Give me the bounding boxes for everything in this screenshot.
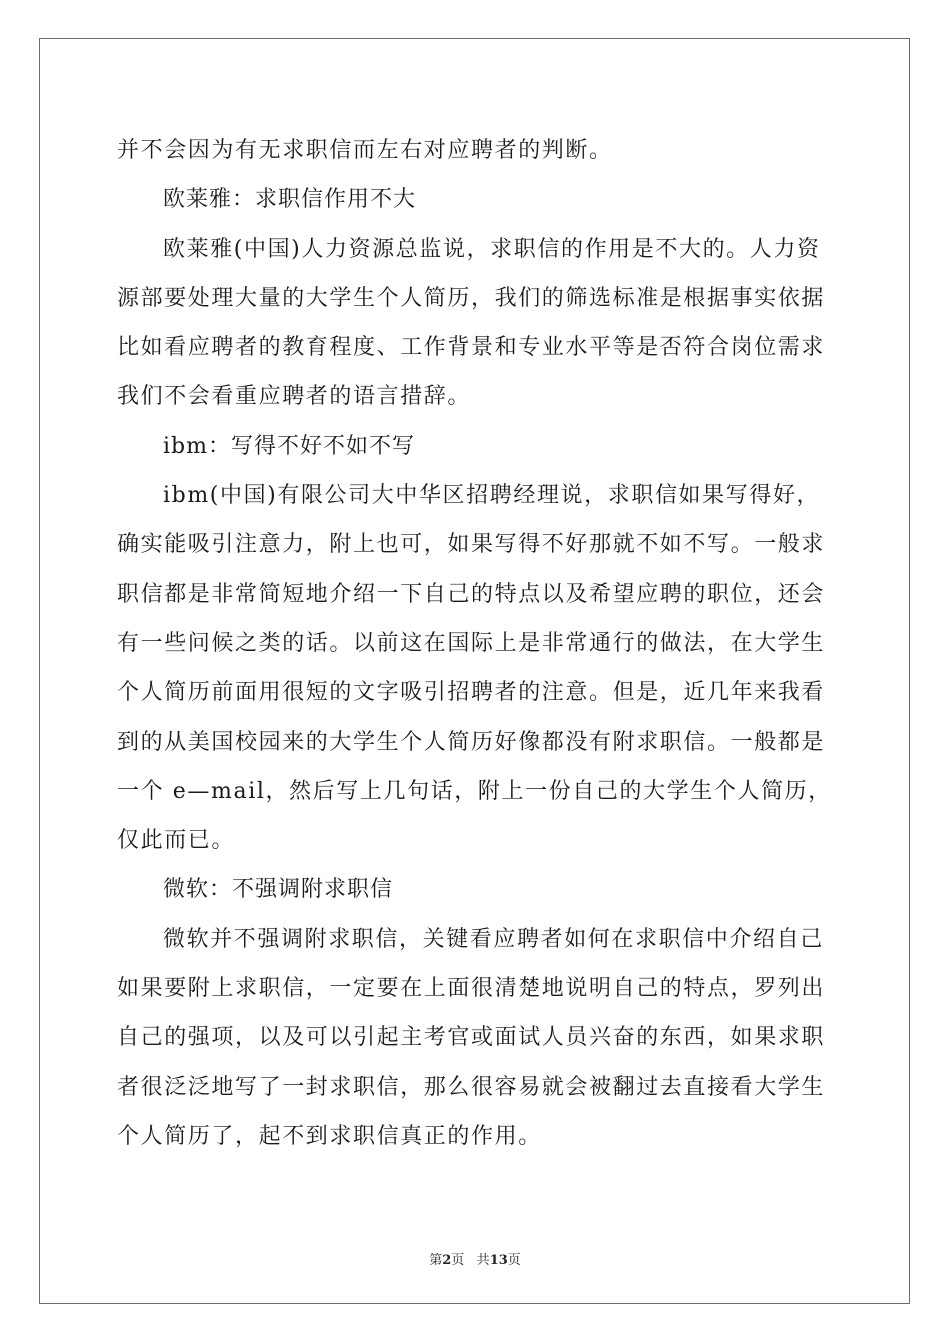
- total-prefix: 共: [476, 1253, 490, 1268]
- paragraph-line: 确实能吸引注意力，附上也可，如果写得不好那就不如不写。一般求: [117, 532, 826, 558]
- section-heading-microsoft: 微软：不强调附求职信: [163, 877, 394, 903]
- paragraph-line: 并不会因为有无求职信而左右对应聘者的判断。: [117, 138, 613, 163]
- paragraph-line: 欧莱雅(中国)人力资源总监说，求职信的作用是不大的。人力资: [163, 236, 821, 262]
- total-pages: 13: [489, 1253, 508, 1268]
- paragraph-line: 仅此而已。: [117, 828, 236, 854]
- page-suffix: 页: [451, 1253, 465, 1268]
- paragraph-line: 自己的强项，以及可以引起主考官或面试人员兴奋的东西，如果求职: [117, 1025, 826, 1051]
- paragraph-line: 有一些问候之类的话。以前这在国际上是非常通行的做法，在大学生: [117, 630, 826, 656]
- section-heading-loreal: 欧莱雅：求职信作用不大: [163, 187, 417, 213]
- paragraph-line: 职信都是非常简短地介绍一下自己的特点以及希望应聘的职位，还会: [117, 581, 826, 607]
- page-footer: [0, 1249, 950, 1268]
- paragraph-line: 个人简历前面用很短的文字吸引招聘者的注意。但是，近几年来我看: [117, 680, 826, 706]
- page-prefix: 第: [429, 1253, 443, 1268]
- paragraph-line: 如果要附上求职信，一定要在上面很清楚地说明自己的特点，罗列出: [117, 976, 826, 1002]
- section-heading-ibm: ibm：写得不好不如不写: [163, 433, 415, 459]
- paragraph-line: 一个 e—mail，然后写上几句话，附上一份自己的大学生个人简历，: [117, 778, 832, 804]
- paragraph-line: 比如看应聘者的教育程度、工作背景和专业水平等是否符合岗位需求: [117, 335, 826, 361]
- paragraph-line: 微软并不强调附求职信，关键看应聘者如何在求职信中介绍自己: [163, 926, 824, 952]
- total-suffix: 页: [507, 1253, 521, 1268]
- paragraph-line: 个人简历了，起不到求职信真正的作用。: [117, 1123, 542, 1149]
- paragraph-line: 源部要处理大量的大学生个人简历，我们的筛选标准是根据事实依据: [117, 285, 826, 311]
- paragraph-line: 到的从美国校园来的大学生个人简历好像都没有附求职信。一般都是: [117, 729, 826, 755]
- page-number: 2: [442, 1253, 452, 1268]
- paragraph-line: 者很泛泛地写了一封求职信，那么很容易就会被翻过去直接看大学生: [117, 1074, 826, 1100]
- paragraph-line: ibm(中国)有限公司大中华区招聘经理说，求职信如果写得好，: [163, 483, 821, 509]
- paragraph-line: 我们不会看重应聘者的语言措辞。: [117, 384, 472, 410]
- document-body: [117, 126, 835, 1161]
